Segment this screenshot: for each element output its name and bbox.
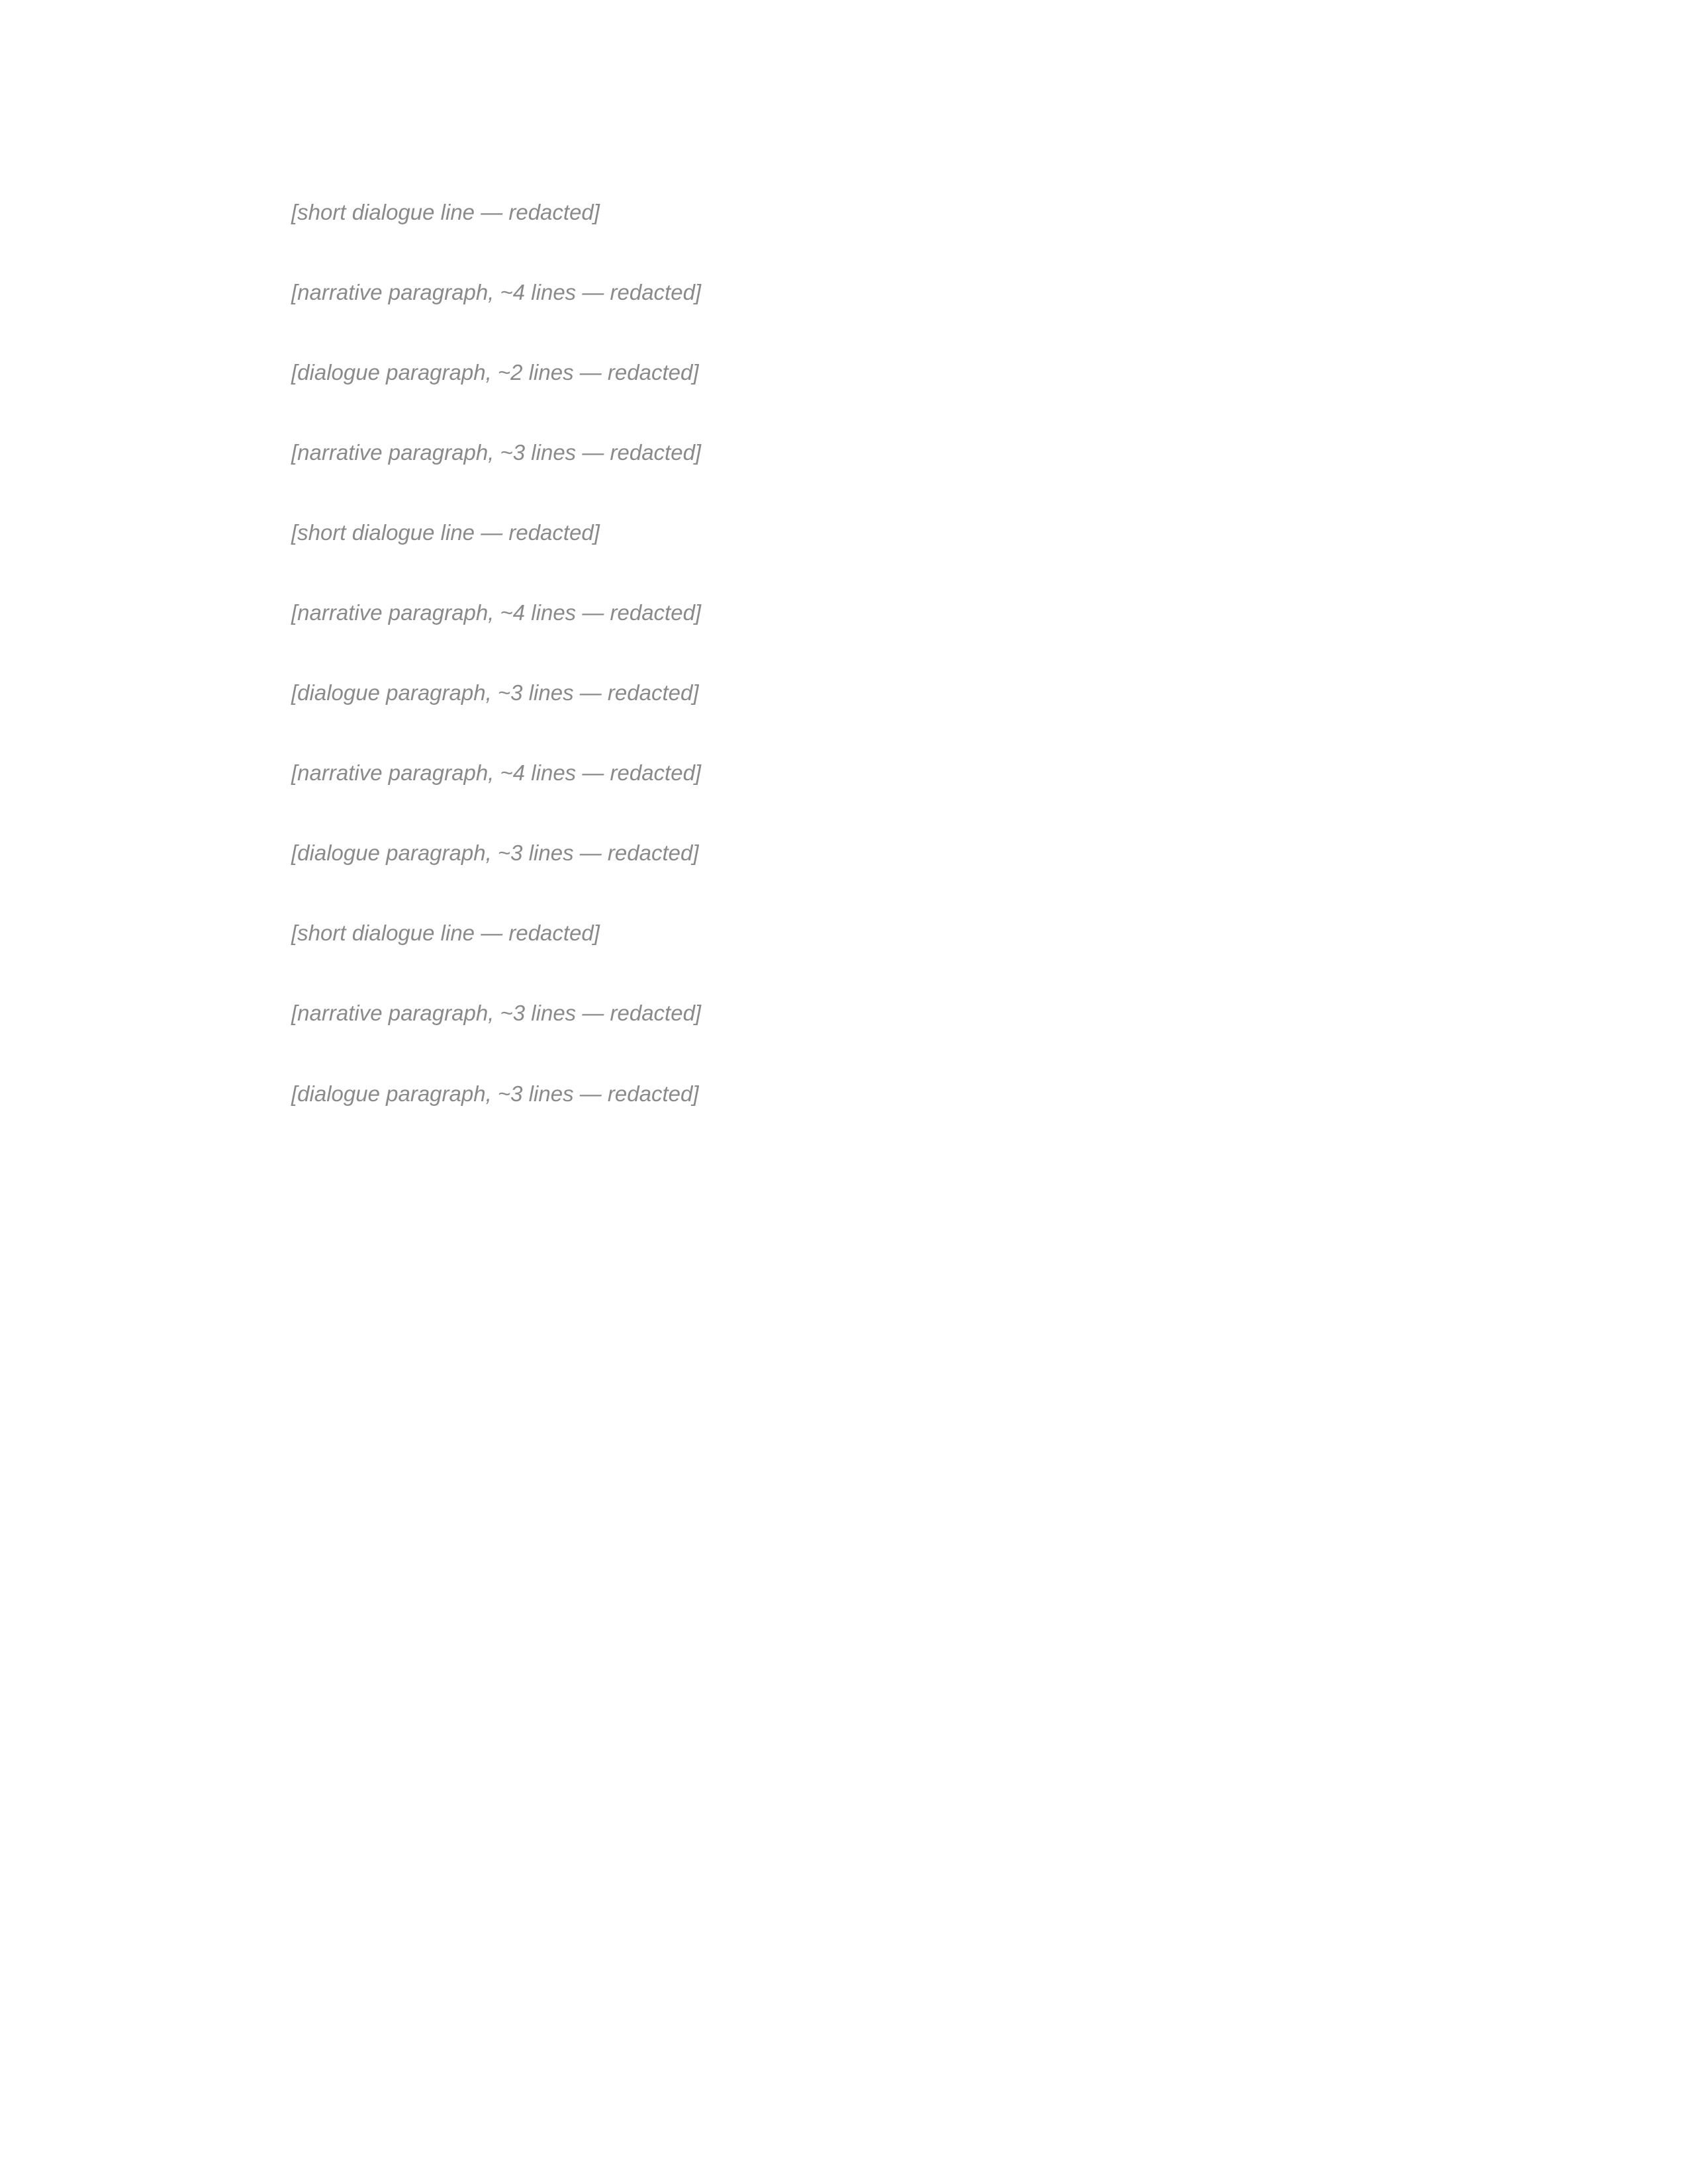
paragraph: [narrative paragraph, ~4 lines — redacted] — [291, 600, 702, 625]
paragraph: [narrative paragraph, ~3 lines — redacted] — [291, 1001, 702, 1026]
paragraph: [dialogue paragraph, ~3 lines — redacted] — [291, 841, 699, 866]
paragraph: [narrative paragraph, ~4 lines — redacted] — [291, 280, 702, 305]
paragraph: [short dialogue line — redacted] — [291, 200, 600, 224]
paragraph: [short dialogue line — redacted] — [291, 520, 600, 545]
paragraph: [dialogue paragraph, ~2 lines — redacted] — [291, 360, 699, 385]
paragraph: [narrative paragraph, ~4 lines — redacted] — [291, 760, 702, 786]
paragraph: [narrative paragraph, ~3 lines — redacted] — [291, 440, 702, 465]
paragraph: [short dialogue line — redacted] — [291, 921, 600, 946]
paragraph: [dialogue paragraph, ~3 lines — redacted] — [291, 1081, 699, 1106]
paragraph: [dialogue paragraph, ~3 lines — redacted] — [291, 680, 699, 705]
document-body — [199, 192, 1489, 1114]
